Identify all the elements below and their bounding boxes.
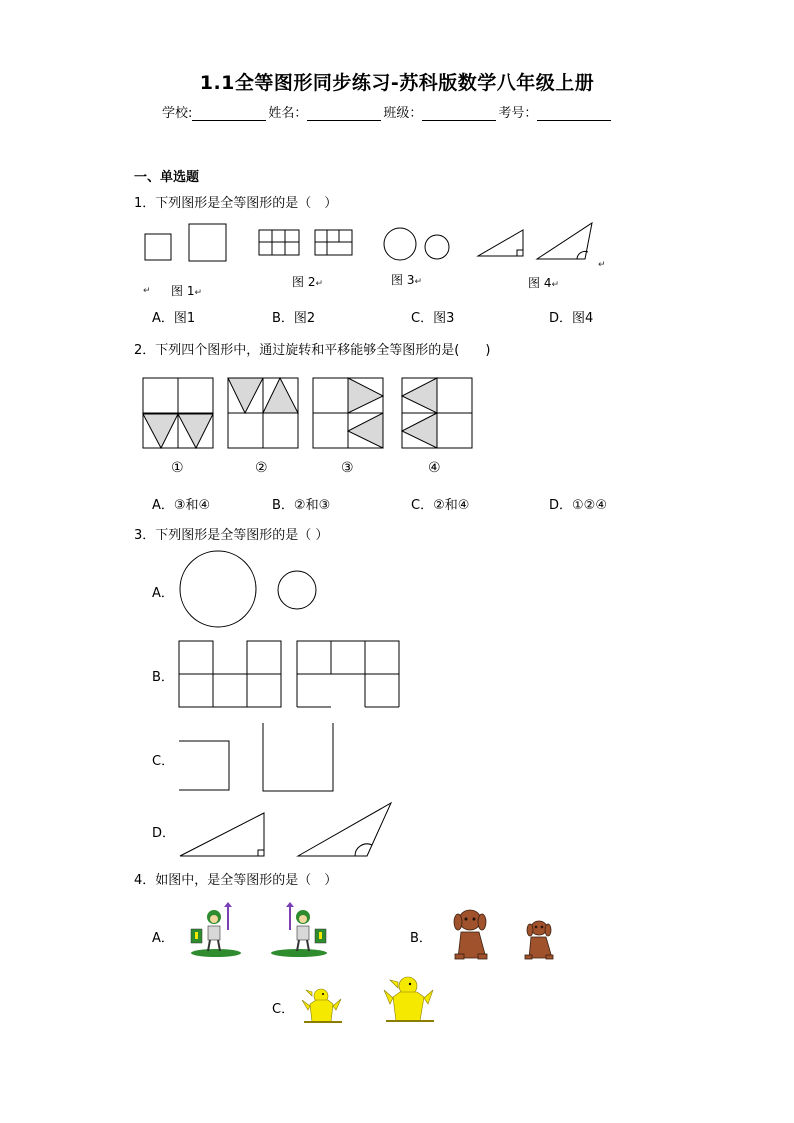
q1-para-mark-1: ↵ [143, 286, 151, 296]
q4-stem: 4．如图中，是全等图形的是（ ） [134, 873, 338, 888]
q4-option-b[interactable]: B． [410, 931, 432, 946]
q2-stem: 2．下列四个图形中，通过旋转和平移能够全等图形的是( ) [134, 343, 491, 358]
q2-option-c[interactable]: C．②和④ [411, 498, 470, 513]
q1-caption-1: 图 1↵ [171, 284, 202, 298]
q3-option-c[interactable]: C． [152, 754, 175, 769]
q2-option-a[interactable]: A．③和④ [152, 498, 211, 513]
q2-label-1: ① [171, 460, 184, 476]
q1-option-a[interactable]: A．图1 [152, 311, 196, 326]
number-label: 考号： [498, 106, 538, 121]
q4-b-dog-small [525, 921, 553, 959]
q2-option-d[interactable]: D．①②④ [549, 498, 607, 513]
q1-option-d[interactable]: D．图4 [549, 311, 594, 326]
q1-stem: 1．下列图形是全等图形的是（ ） [134, 196, 338, 211]
q3-option-b[interactable]: B． [152, 670, 174, 685]
q2-label-4: ④ [428, 460, 441, 476]
q3-option-d[interactable]: D． [152, 826, 176, 841]
q1-caption-2: 图 2↵ [292, 275, 323, 289]
q4-c-chick-small [302, 989, 342, 1023]
q2-label-3: ③ [341, 460, 354, 476]
q1-para-mark-2: ↵ [598, 260, 606, 270]
q3-option-a[interactable]: A． [152, 586, 174, 601]
q2-label-2: ② [255, 460, 268, 476]
q4-a-figure-right [271, 902, 327, 957]
q1-caption-4: 图 4↵ [528, 276, 559, 290]
q2-option-b[interactable]: B．②和③ [272, 498, 331, 513]
q1-caption-3: 图 3↵ [391, 273, 422, 287]
q4-b-dog-large [454, 910, 487, 959]
name-label: 姓名： [268, 106, 308, 121]
school-label: 学校: [162, 106, 193, 121]
q3-stem: 3．下列图形是全等图形的是（ ） [134, 528, 329, 543]
q1-option-c[interactable]: C．图3 [411, 311, 455, 326]
q1-option-b[interactable]: B．图2 [272, 311, 316, 326]
q4-option-c[interactable]: C． [272, 1002, 295, 1017]
page-title: 1.1全等图形同步练习-苏科版数学八年级上册 [199, 72, 595, 94]
q4-option-a[interactable]: A． [152, 931, 174, 946]
class-label: 班级： [383, 106, 423, 121]
q4-c-chick-large [384, 977, 434, 1022]
q4-a-figure-left [191, 902, 241, 957]
section-heading: 一、单选题 [134, 170, 200, 185]
